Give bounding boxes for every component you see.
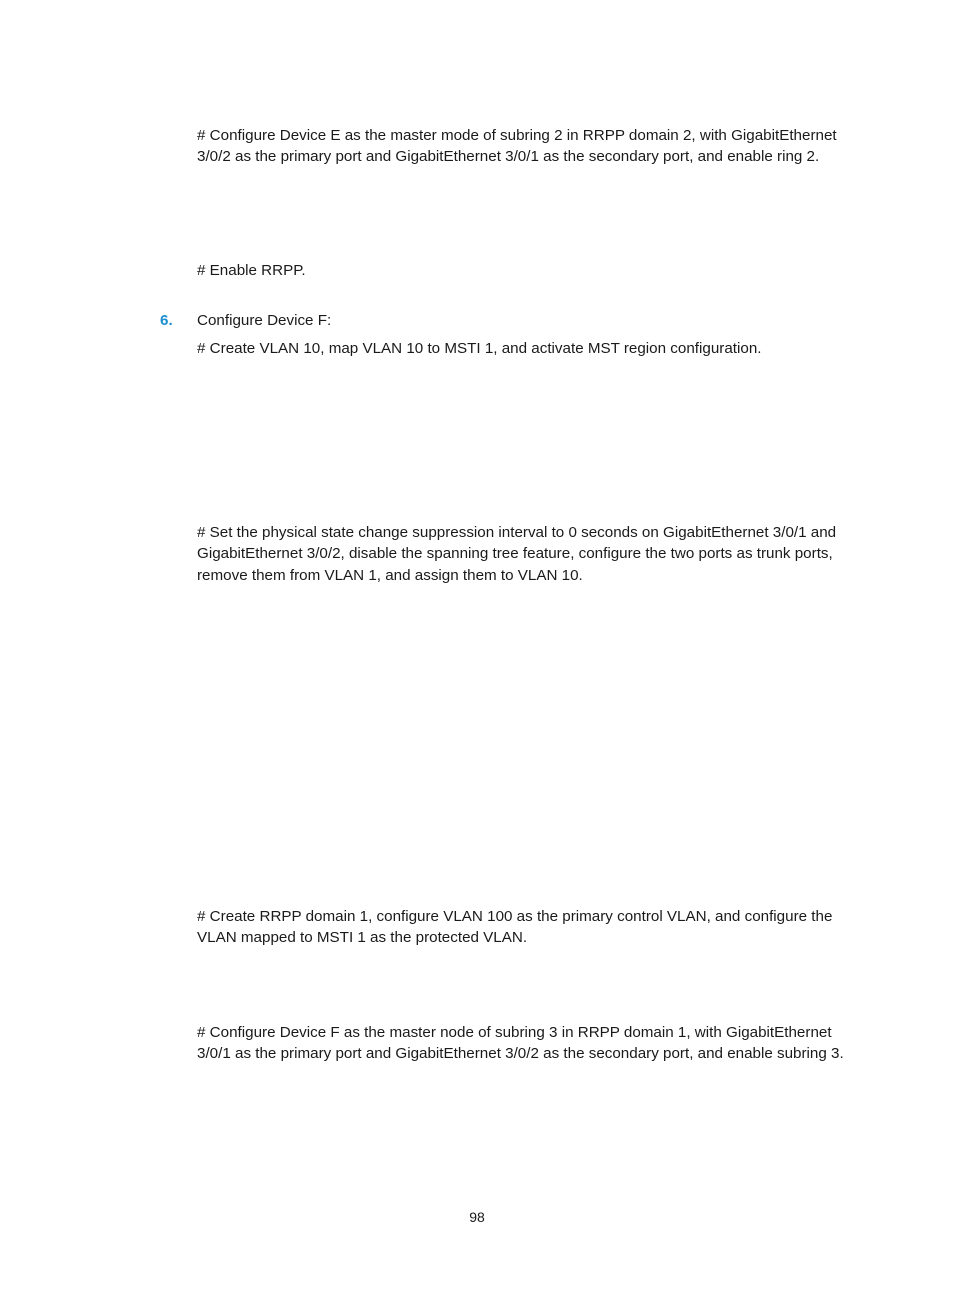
step-number: 6. bbox=[160, 312, 173, 329]
paragraph-configure-device-f-subring: # Configure Device F as the master node of subring 3 in RRPP domain 1, with GigabitEthernet 3/0/1 as the primary port and GigabitEthernet 3/0/2 as the secondary port, and enable subring 3. bbox=[197, 1024, 844, 1063]
paragraph-create-rrpp-domain: # Create RRPP domain 1, configure VLAN 100 as the primary control VLAN, and configure the VLAN mapped to MSTI 1 as the protected VLAN. bbox=[197, 908, 833, 947]
page-number: 98 bbox=[469, 1209, 485, 1225]
step-item bbox=[160, 310, 868, 332]
paragraph-configure-device-e-subring: # Configure Device E as the master mode of subring 2 in RRPP domain 2, with GigabitEthernet 3/0/2 as the primary port and GigabitEthernet 3/0/1 as the secondary port, and enable ring 2. bbox=[197, 127, 837, 166]
step-label: Configure Device F: bbox=[197, 312, 332, 329]
paragraph-physical-state-suppression: # Set the physical state change suppression interval to 0 seconds on GigabitEthernet 3/0/1 and GigabitEthernet 3/0/2, disable the spanning tree feature, configure the two ports as trunk ports, remove them from VLAN 1, and assign them to VLAN 10. bbox=[197, 524, 837, 584]
paragraph-enable-rrpp: # Enable RRPP. bbox=[197, 262, 306, 279]
paragraph-create-vlan: # Create VLAN 10, map VLAN 10 to MSTI 1, and activate MST region configuration. bbox=[197, 340, 762, 357]
